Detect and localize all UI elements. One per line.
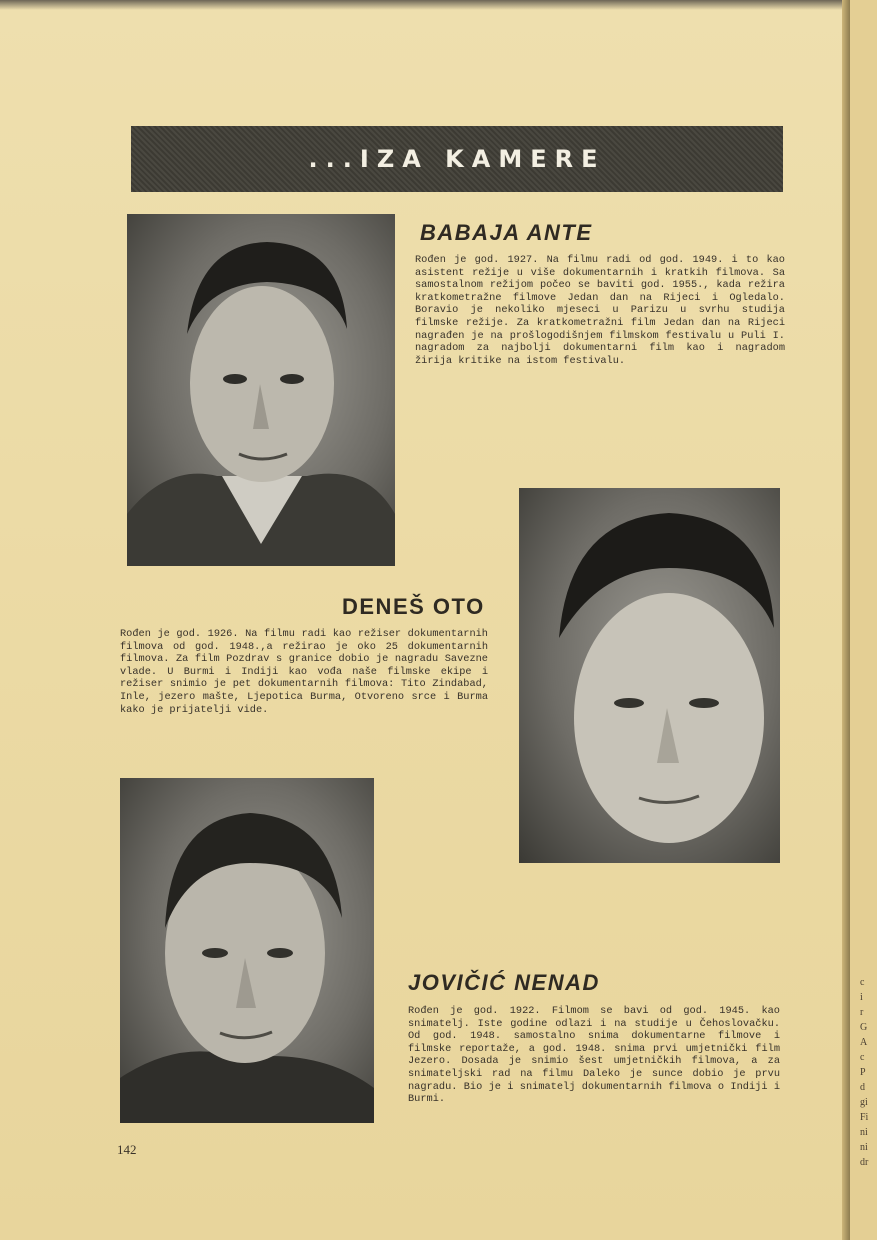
facing-page-fragment: c xyxy=(860,977,865,988)
book-gutter xyxy=(842,0,850,1240)
person-bio-denes: Rođen je god. 1926. Na filmu radi kao režiser dokumentarnih filmova od god. 1948.,a režirao je oko 25 dokumentarnih filmova. Za film Pozdrav s granice dobio je nagradu Savezne vlade. U Burmi i Indiji kao vođa naše filmske ekipe i režiser snimio je pet dokumentarnih filmova: Tito Zindabad, Inle, jezero mašte, Ljepotica Burma, Otvoreno srce i Burma kako je prijatelji vide. xyxy=(120,628,488,716)
person-bio-jovicic: Rođen je god. 1922. Filmom se bavi od god. 1945. kao snimatelj. Iste godine odlazi i na studije u Čehoslovačku. Od god. 1948. samostalno snima dokumentarne filmove i filmske reportaže, a god. 1948. snima prvi umjetnički film Jezero. Dosada je snimio šest umjetničkih filmova, a za snimateljski rad na filmu Daleko je sunce dobio je prvu nagradu. Bio je i snimatelj dokumentarnih filmova o Indiji i Burmi. xyxy=(408,1005,780,1106)
facing-page-fragment: G xyxy=(860,1022,868,1033)
person-name-denes: DENEŠ OTO xyxy=(342,594,485,619)
facing-page-fragment: d xyxy=(860,1082,865,1093)
person-name-babaja: BABAJA ANTE xyxy=(420,220,593,245)
scan-edge-shadow xyxy=(0,0,877,10)
page-number: 142 xyxy=(117,1142,137,1157)
facing-page-text xyxy=(860,975,877,1170)
facing-page-fragment: P xyxy=(860,1067,866,1078)
person-name-jovicic: JOVIČIĆ NENAD xyxy=(408,970,600,995)
portrait-photo-babaja xyxy=(127,214,395,566)
facing-page-fragment: i xyxy=(860,992,863,1003)
facing-page-fragment: dr xyxy=(860,1157,869,1168)
person-bio-babaja: Rođen je god. 1927. Na filmu radi od god. 1949. i to kao asistent režije u više dokumentarnih i kratkih filmova. Sa samostalnom režijom počeo se baviti god. 1955., kada režira kratkometražne filmove Jedan dan na Rijeci i Ogledalo. Boravio je nekoliko mjeseci u Parizu u svrhu studija filmske režije. Za kratkometražni film Jedan dan na Rijeci nagrađen je na prošlogodišnjem filmskom festivalu u Puli I. nagradom za najbolji dokumentarni film kao i nagradom žirija kritike na istom festivalu. xyxy=(415,254,785,367)
facing-page-fragment: ni xyxy=(860,1142,868,1153)
facing-page-fragment: ni xyxy=(860,1127,868,1138)
facing-page-fragment: r xyxy=(860,1007,864,1018)
section-title: ...IZA KAMERE xyxy=(308,145,606,173)
facing-page-fragment: gi xyxy=(860,1097,868,1108)
facing-page-fragment: Fi xyxy=(860,1112,869,1123)
portrait-photo-denes xyxy=(519,488,780,863)
facing-page-fragment: c xyxy=(860,1052,865,1063)
facing-page-fragment: A xyxy=(860,1037,868,1048)
portrait-photo-jovicic xyxy=(120,778,374,1123)
section-banner xyxy=(131,126,783,192)
